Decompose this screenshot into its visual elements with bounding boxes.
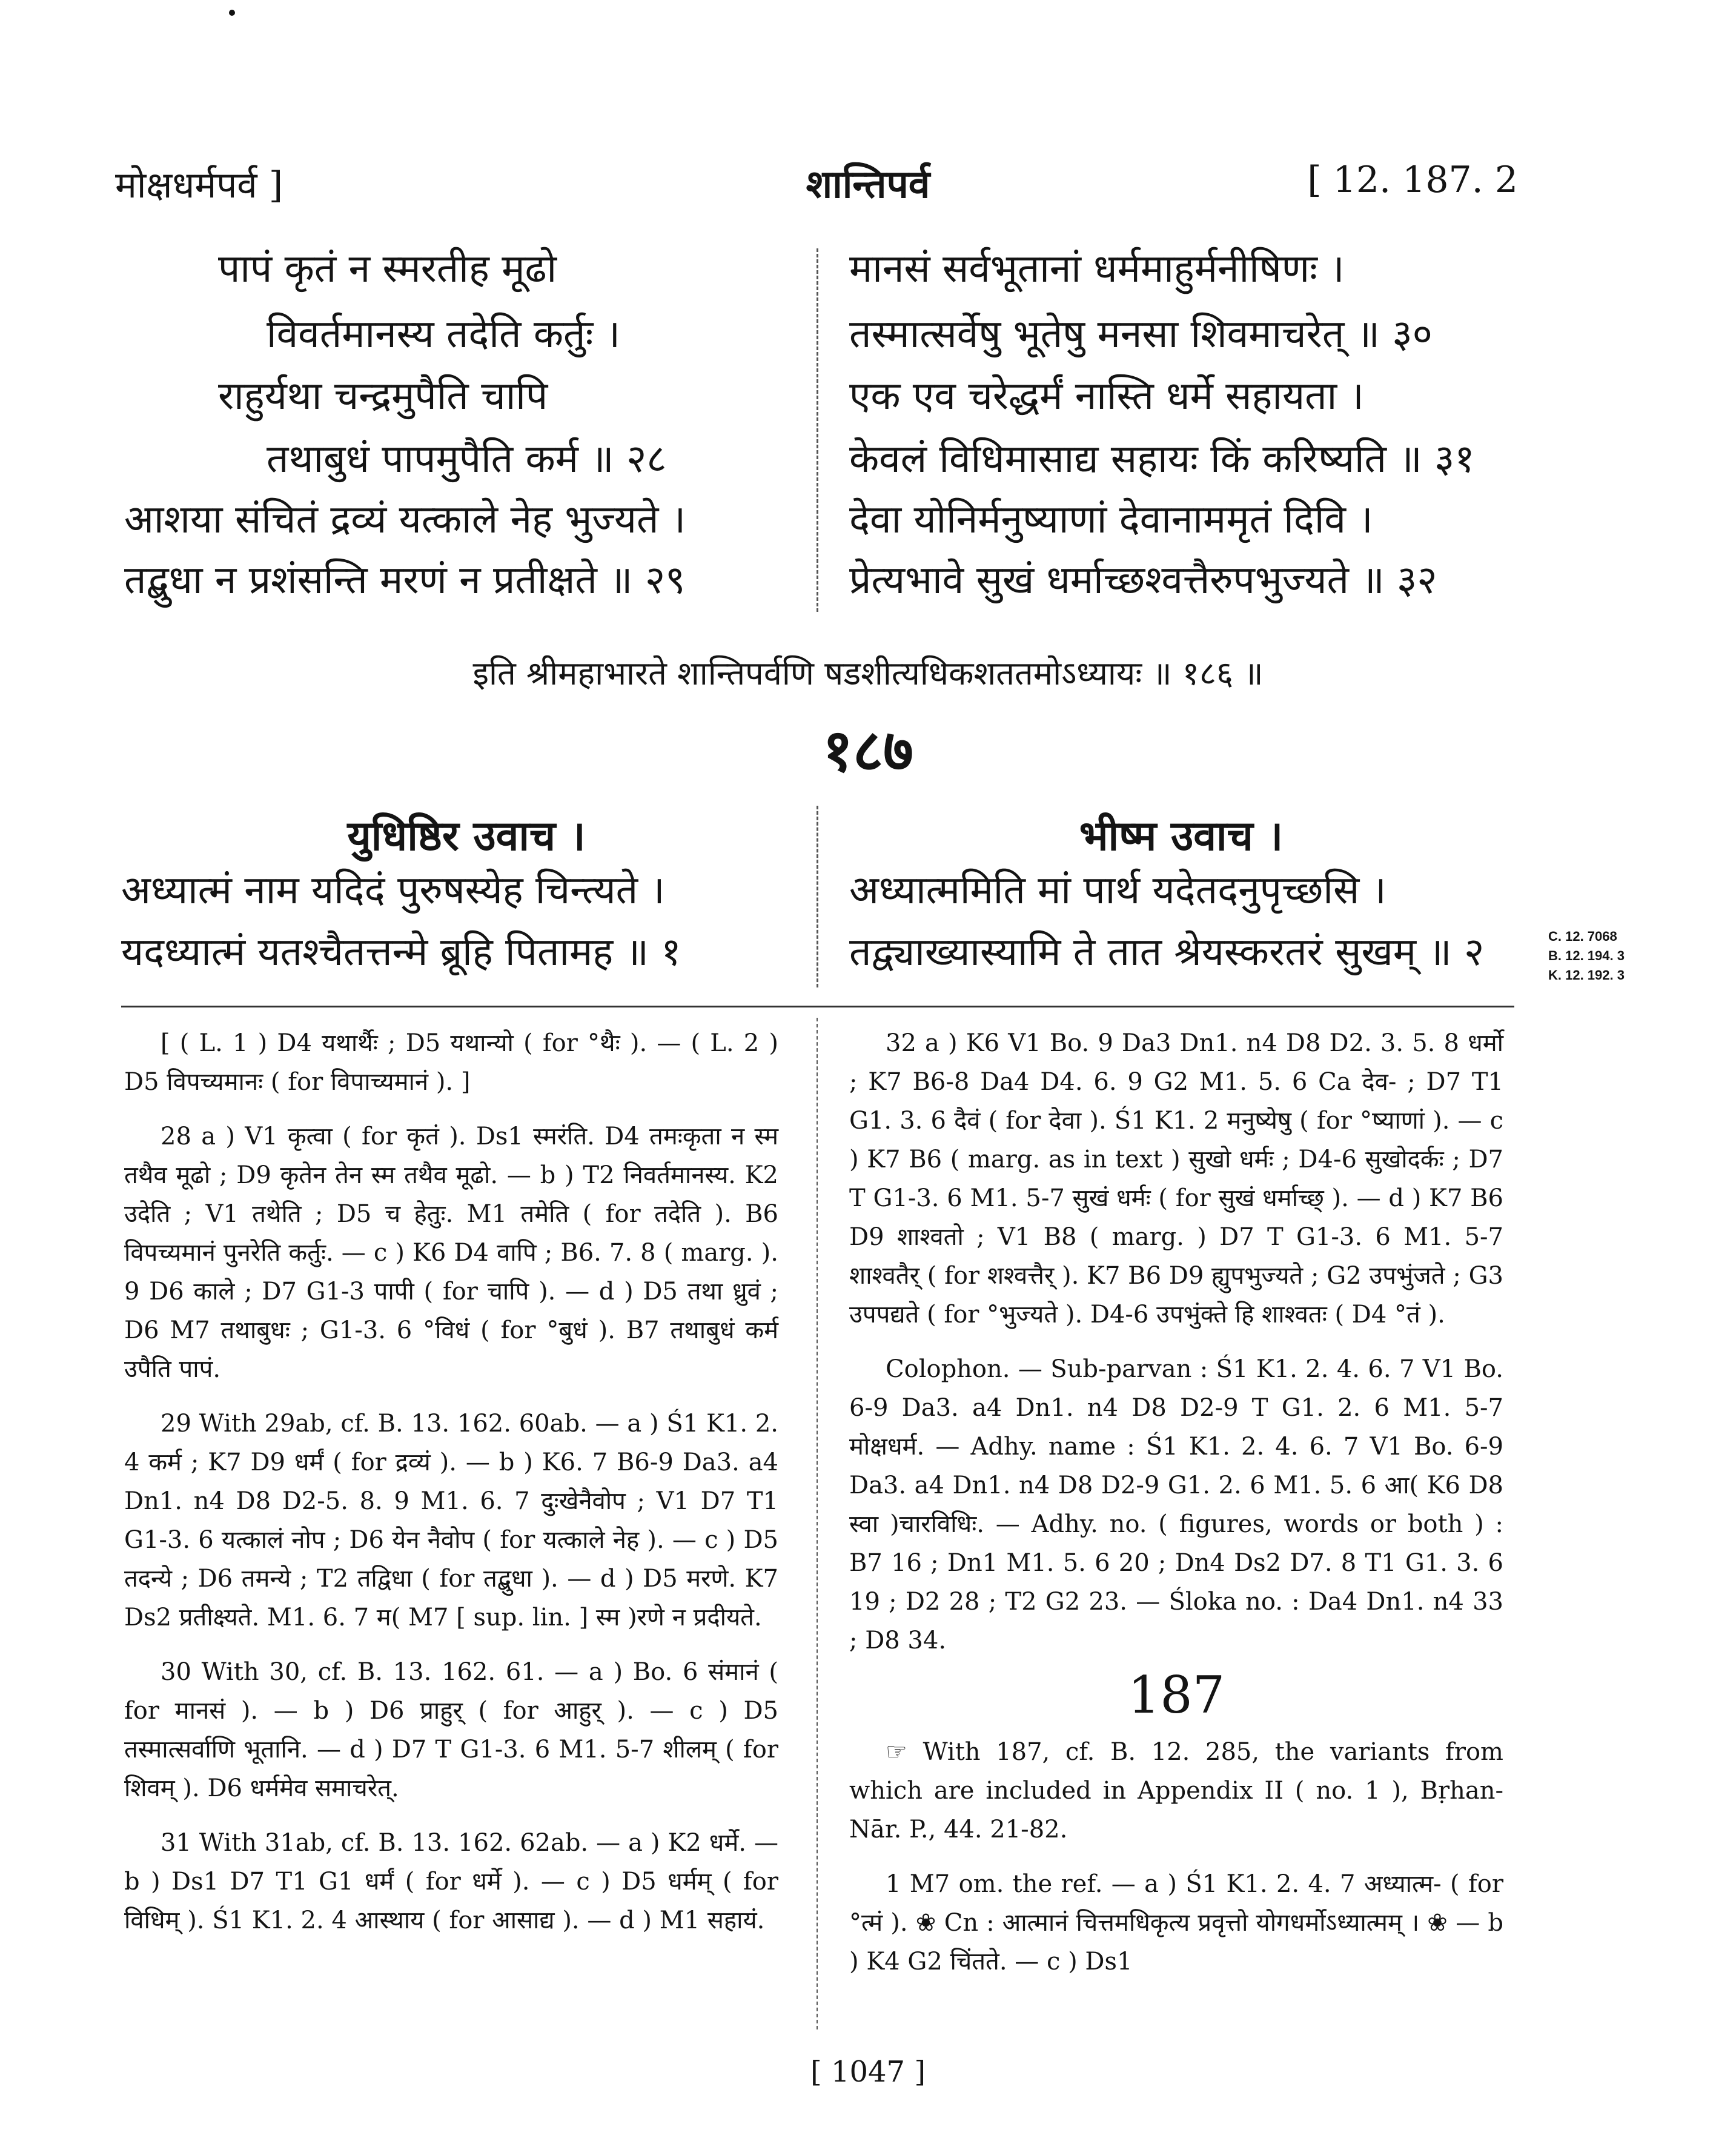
apparatus-note: 30 With 30, cf. B. 13. 162. 61. — a ) Bo. 6 संमानं ( for मानसं ). — b ) D6 प्राहुर् ( for आहुर् ). — c ) D5 तस्मात्सर्वाणि भूतानि. — d ) D7 T G1-3. 6 M1. 5-7 शीलम् ( for शिवम् ). D6 धर्ममेव समाचरेत्. bbox=[124, 1658, 778, 1802]
apparatus-colophon-note: Colophon. — Sub-parvan : Ś1 K1. 2. 4. 6. 7 V1 Bo. 6-9 Da3. a4 Dn1. n4 D8 D2-9 T G1. 2. 6 M1. 5-7 मोक्षधर्म. — Adhy. name : Ś1 K1. 2. 4. 6. 7 V1 Bo. 6-9 Da3. a4 Dn1. n4 D8 D2-9 G1. 2. 6 M1. 5. 6 आ( K6 D8 स्वा )चारविधिः. — Adhy. no. ( figures, words or both ) : B7 16 ; Dn1 M1. 5. 6 20 ; Dn4 Ds2 D7. 8 T1 G1. 3. 6 19 ; D2 28 ; T2 G2 23. — Śloka no. : Da4 Dn1. n4 33 ; D8 34. bbox=[849, 1355, 1503, 1654]
apparatus-note: 29 With 29ab, cf. B. 13. 162. 60ab. — a ) Ś1 K1. 2. 4 कर्म ; K7 D9 धर्मं ( for द्रव्यं ). — b ) K6. 7 B6-9 Da3. a4 Dn1. n4 D8 D2-5. 8. 9 M1. 6. 7 दुःखेनैवोप ; V1 D7 T1 G1-3. 6 यत्कालं नोप ; D6 येन नैवोप ( for यत्काले नेह ). — c ) D5 तदन्ये ; D6 तमन्ये ; T2 तद्विधा ( for तद्बुधा ). — d ) D5 मरणे. K7 Ds2 प्रतीक्ष्यते. M1. 6. 7 म( M7 [ sup. lin. ] स्म )रणे न प्रदीयते. bbox=[124, 1410, 778, 1631]
verse-line: राहुर्यथा चन्द्रमुपैति चापि bbox=[218, 374, 548, 419]
apparatus-left bbox=[124, 1024, 778, 1956]
verse-line: अध्यात्ममिति मां पार्थ यदेतदनुपृच्छसि । bbox=[849, 868, 1386, 913]
apparatus-rule bbox=[121, 1006, 1514, 1007]
verse-line: तस्मात्सर्वेषु भूतेषु मनसा शिवमाचरेत् ॥ ३० bbox=[849, 312, 1433, 357]
speaker-yudhishthira: युधिष्ठिर उवाच । bbox=[347, 812, 586, 860]
verse-line: केवलं विधिमासाद्य सहायः किं करिष्यति ॥ ३१ bbox=[849, 437, 1475, 482]
chapter-number-devanagari: १८७ bbox=[823, 716, 913, 785]
speaker-bhishma: भीष्म उवाच । bbox=[1079, 812, 1284, 860]
verse-line: प्रेत्यभावे सुखं धर्माच्छश्वत्तैरुपभुज्यते ॥ ३२ bbox=[849, 558, 1437, 603]
apparatus-note: 28 a ) V1 कृत्वा ( for कृतं ). Ds1 स्मरंति. D4 तमःकृता न स्म तथैव मूढो ; D9 कृतेन तेन स्म तथैव मूढो. — b ) T2 निवर्तमानस्य. K2 उदेति ; V1 तथेति ; D5 च हेतुः. M1 तमेति ( for तदेति ). B6 विपच्यमानं पुनरेति कर्तुः. — c ) K6 D4 वापि ; B6. 7. 8 ( marg. ). 9 D6 काले ; D7 G1-3 पापी ( for चापि ). — d ) D5 तथा ध्रुवं ; D6 M7 तथाबुधः ; G1-3. 6 °विधं ( for °बुधं ). B7 तथाबुधं कर्म उपैति पापं. bbox=[124, 1123, 778, 1383]
verse-line: पापं कृतं न स्मरतीह मूढो bbox=[218, 247, 557, 291]
apparatus-note: ☞ With 187, cf. B. 12. 285, the variants from which are included in Appendix II ( no. 1 ), Bṛhan-Nār. P., 44. 21-82. bbox=[849, 1738, 1503, 1843]
column-divider bbox=[817, 806, 818, 987]
verse-line: तद्बुधा न प्रशंसन्ति मरणं न प्रतीक्षते ॥ २९ bbox=[124, 558, 686, 603]
cross-reference: B. 12. 194. 3 bbox=[1548, 947, 1625, 963]
apparatus-note: 32 a ) K6 V1 Bo. 9 Da3 Dn1. n4 D8 D2. 3. 5. 8 धर्मो ; K7 B6-8 Da4 D4. 6. 9 G2 M1. 5. 6 Ca देव- ; D7 T1 G1. 3. 6 दैवं ( for देवा ). Ś1 K1. 2 मनुष्येषु ( for °ष्याणां ). — c ) K7 B6 ( marg. as in text ) सुखो धर्मः ; D4-6 सुखोदर्कः ; D7 T G1-3. 6 M1. 5-7 सुखं धर्मः ( for सुखं धर्माच्छ् ). — d ) K7 B6 D9 शाश्वतो ; V1 B8 ( marg. ) D7 T G1-3. 6 M1. 5-7 शाश्वतैर् ( for शश्वत्तैर् ). K7 B6 D9 ह्युपभुज्यते ; G2 उपभुंजते ; G3 उपपद्यते ( for °भुज्यते ). D4-6 उपभुंक्ते हि शाश्वतः ( D4 °तं ). bbox=[849, 1029, 1503, 1329]
header-subparvan: मोक्षधर्मपर्व ] bbox=[115, 164, 283, 207]
header-parvan-title: शान्तिपर्व bbox=[806, 162, 930, 207]
column-divider bbox=[817, 248, 818, 612]
apparatus-note: 31 With 31ab, cf. B. 13. 162. 62ab. — a ) K2 धर्मे. — b ) Ds1 D7 T1 G1 धर्मं ( for धर्मे ). — c ) D5 धर्मम् ( for विधिम् ). Ś1 K1. 2. 4 आस्थाय ( for आसाद्य ). — d ) M1 सहायं. bbox=[124, 1829, 778, 1934]
verse-line: देवा योनिर्मनुष्याणां देवानाममृतं दिवि । bbox=[849, 497, 1373, 542]
cross-reference: K. 12. 192. 3 bbox=[1548, 967, 1625, 983]
apparatus-note: 1 M7 om. the ref. — a ) Ś1 K1. 2. 4. 7 अध्यात्म- ( for °त्मं ). ❀ Cn : आत्मानं चित्तमधिकृत्य प्रवृत्तो योगधर्मोऽध्यात्मम् । ❀ — b ) K4 G2 चिंतते. — c ) Ds1 bbox=[849, 1870, 1503, 1976]
page-number: [ 1047 ] bbox=[810, 2055, 926, 2089]
verse-line: एक एव चरेद्धर्मं नास्ति धर्मे सहायता । bbox=[849, 374, 1364, 419]
verse-line: यदध्यात्मं यतश्चैतत्तन्मे ब्रूहि पितामह ॥ १ bbox=[121, 930, 681, 975]
verse-line: मानसं सर्वभूतानां धर्ममाहुर्मनीषिणः । bbox=[849, 247, 1345, 291]
verse-line: अध्यात्मं नाम यदिदं पुरुषस्येह चिन्त्यते । bbox=[121, 868, 665, 913]
header-verse-reference: [ 12. 187. 2 bbox=[1307, 159, 1518, 201]
cross-references bbox=[1548, 927, 1625, 985]
scan-mark bbox=[229, 10, 235, 16]
apparatus-note: [ ( L. 1 ) D4 यथार्थैः ; D5 यथान्यो ( for °थैः ). — ( L. 2 ) D5 विपच्यमानः ( for विपाच्यमानं ). ] bbox=[124, 1029, 778, 1096]
verse-line: तथाबुधं पापमुपैति कर्म ॥ २८ bbox=[267, 437, 667, 482]
cross-reference: C. 12. 7068 bbox=[1548, 929, 1617, 944]
verse-line: आशया संचितं द्रव्यं यत्काले नेह भुज्यते । bbox=[124, 497, 686, 542]
verse-line: तद्व्याख्यास्यामि ते तात श्रेयस्करतरं सुखम् ॥ २ bbox=[849, 930, 1485, 975]
column-divider bbox=[817, 1018, 818, 2029]
verse-line: विवर्तमानस्य तदेति कर्तुः । bbox=[267, 312, 620, 357]
chapter-colophon: इति श्रीमहाभारते शान्तिपर्वणि षडशीत्यधिकशततमोऽध्यायः ॥ १८६ ॥ bbox=[472, 654, 1264, 692]
apparatus-right bbox=[849, 1024, 1503, 1997]
apparatus-chapter-number: 187 bbox=[1127, 1665, 1225, 1725]
